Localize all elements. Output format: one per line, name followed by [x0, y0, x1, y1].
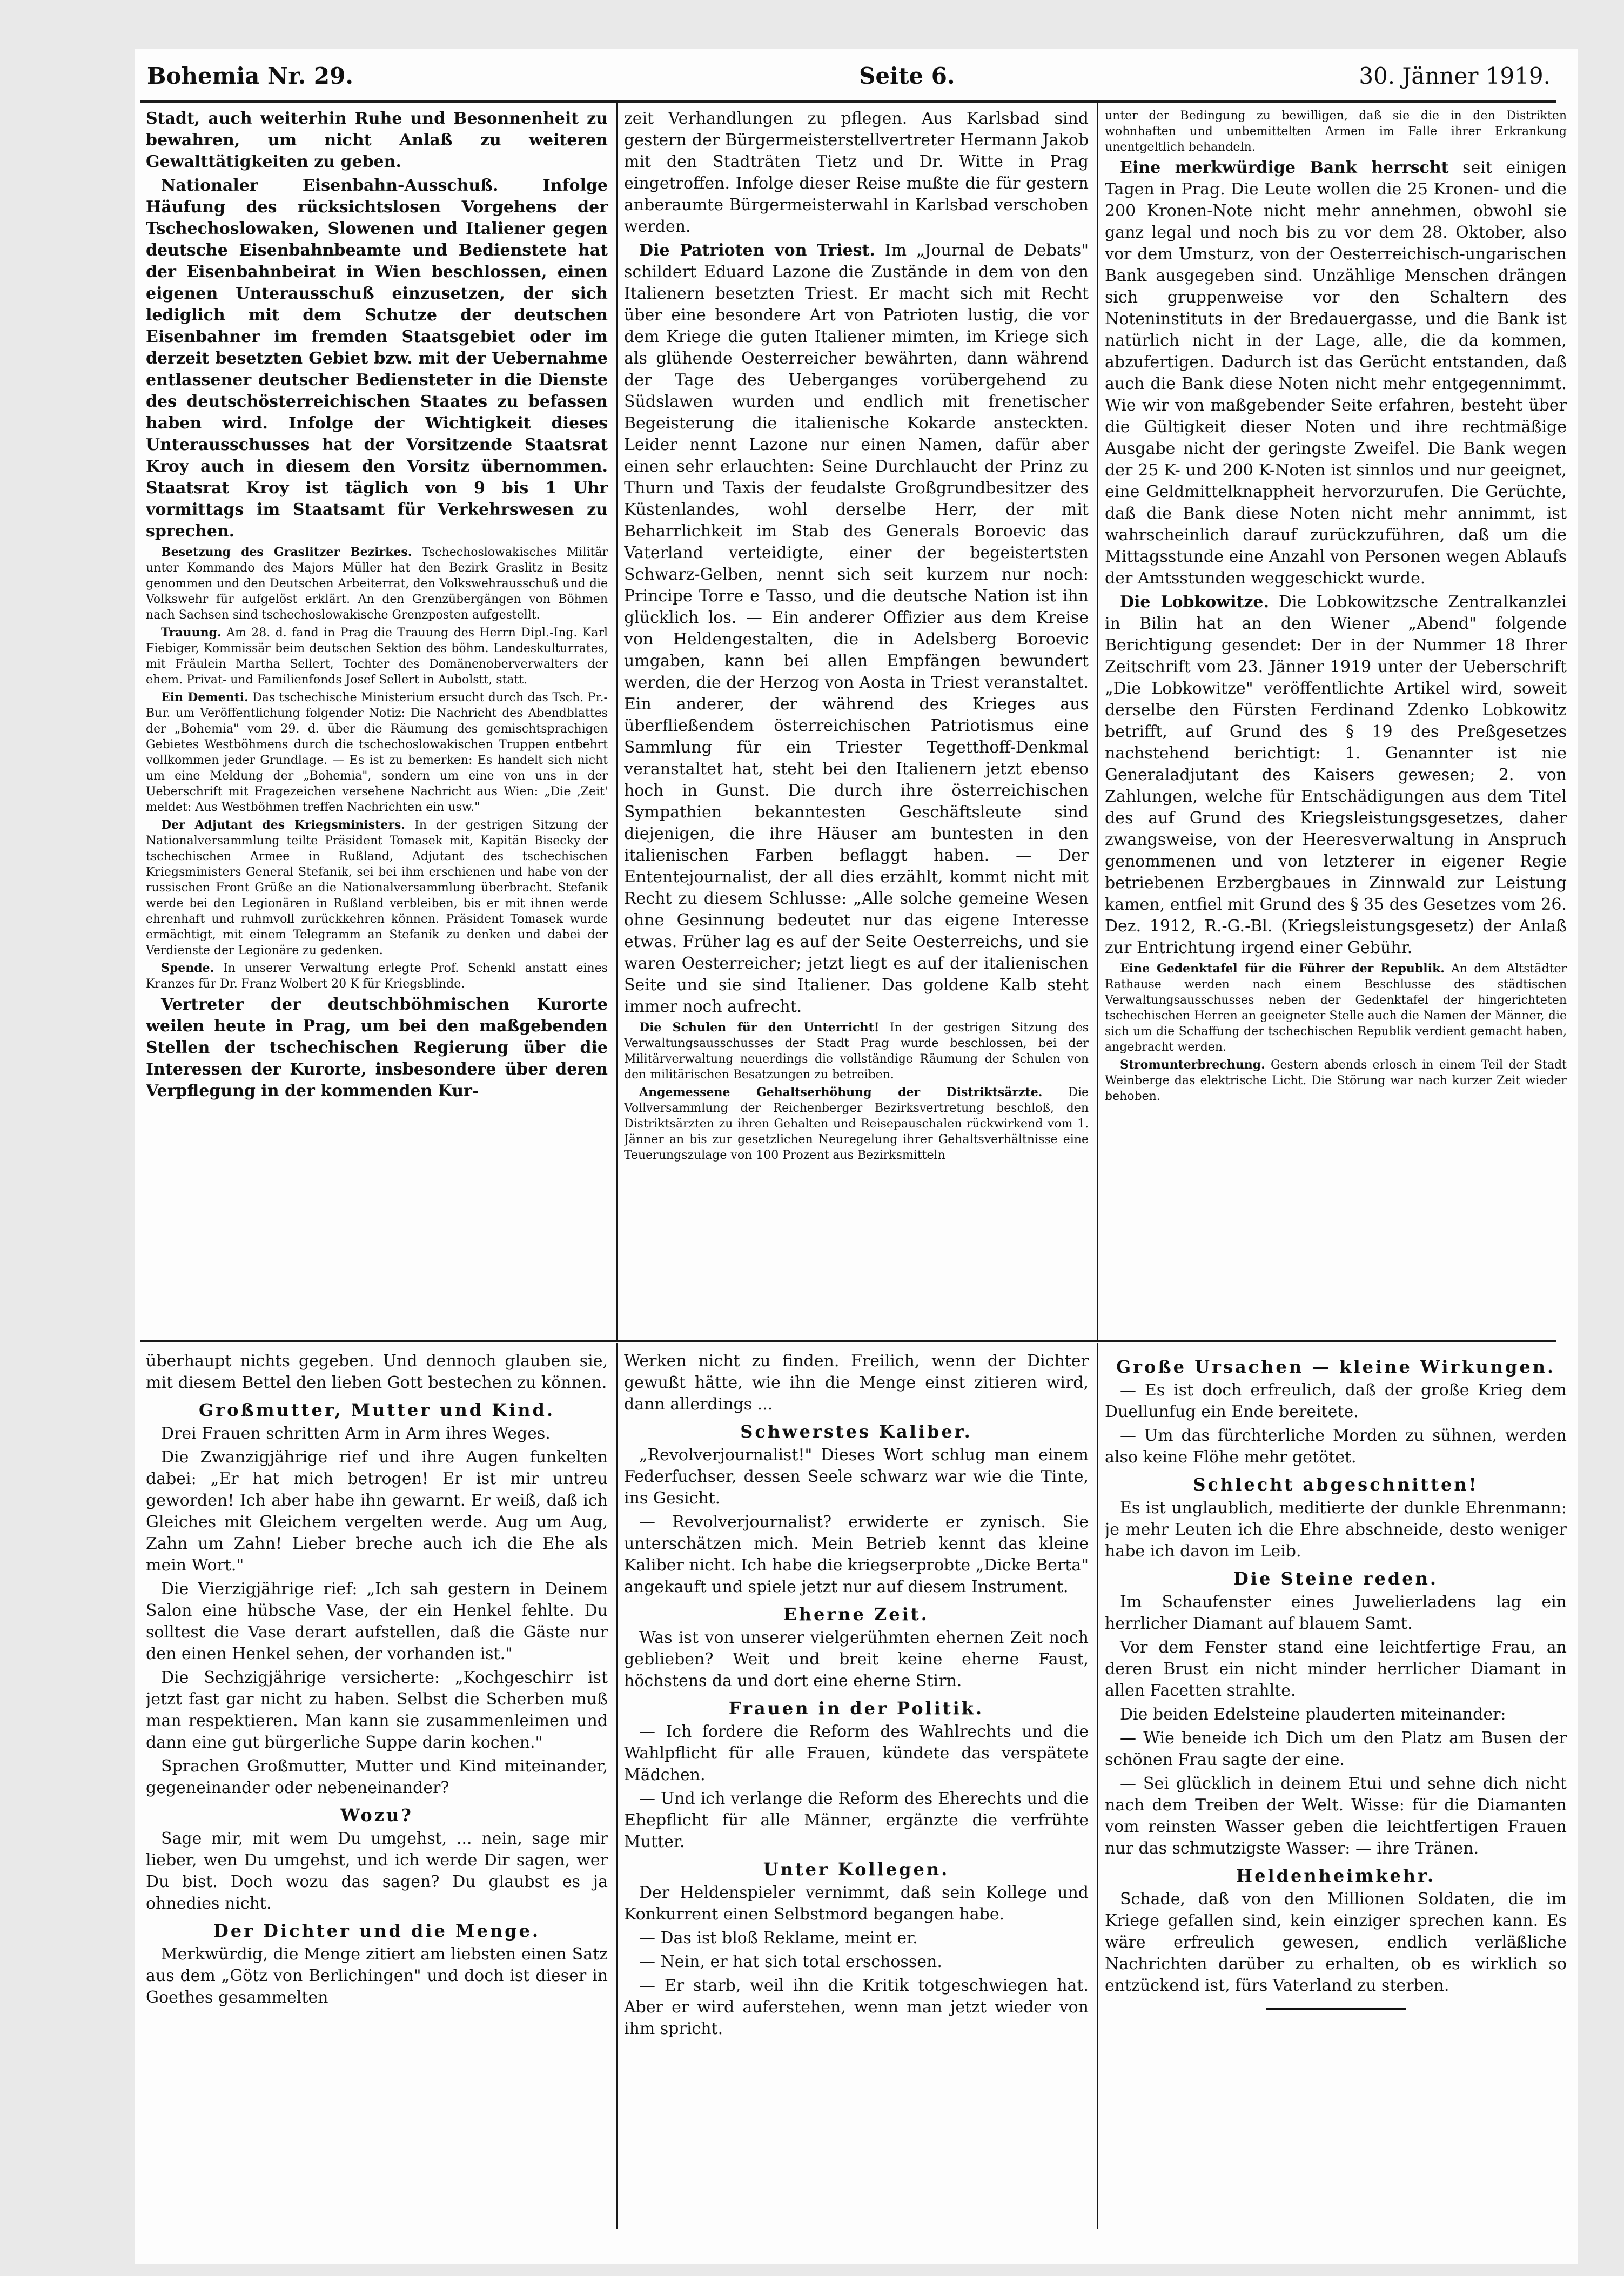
feuilleton-text: Drei Frauen schritten Arm in Arm ihres Weges.: [161, 1424, 551, 1443]
article-text: An dem Altstädter Rathause werden nach einem Beschlusse des städtischen Verwaltungsausschusses neben der Gedenktafel der hingerichteten tschechischen Herren an geeigneter Stelle auch die Namen der Männer, die sich um die Schaffung der tschechischen Republik verdient gemacht haben, angebracht werden.: [1105, 962, 1567, 1054]
feuilleton-title: Eherne Zeit.: [783, 1604, 929, 1624]
article-text: Das tschechische Ministerium ersucht durch das Tsch. Pr.-Bur. um Veröffentlichung folgender Notiz: Die Nachricht des Abendblattes der „Bohemia" vom 29. d. über die Räumung des gemischtsprachigen Gebietes Westböhmens durch die tschechoslowakischen Truppen entbehrt vollkommen jeder Grundlage. — Es ist zu bemerken: Es handelt sich nicht um eine Meldung der „Bohemia", sondern um eine von uns in der Ueberschrift mit Fragezeichen versehene Nachricht aus Wien: „Die ‚Zeit' meldet: Aus Westböhmen treffen Nachrichten ein usw.": [146, 691, 608, 814]
feuilleton-title: Schlecht abgeschnitten!: [1193, 1474, 1479, 1495]
feuilleton-title: Heldenheimkehr.: [1236, 1865, 1436, 1886]
article-text: zeit Verhandlungen zu pflegen. Aus Karlsbad sind gestern der Bürgermeisterstellvertreter Hermann Jakob mit den Stadträten Tietz und Dr. Witte in Prag eingetroffen. Infolge dieser Reise mußte die für gestern anberaumte Bürgermeisterwahl in Karlsbad verschoben werden.: [624, 109, 1089, 236]
end-rule: [1266, 2008, 1406, 2010]
newspaper-page: [135, 49, 1578, 2264]
article-headline: Stromunterbrechung.: [1120, 1058, 1265, 1072]
news-column-1: [146, 108, 608, 1334]
feuilleton-title: Die Steine reden.: [1233, 1568, 1438, 1589]
masthead-title: Bohemia Nr. 29.: [147, 63, 353, 89]
feuilleton-title: Wozu?: [340, 1805, 413, 1825]
article-text: In unserer Verwaltung erlegte Prof. Schenkl anstatt eines Kranzes für Dr. Franz Wolbert 20 K für Kriegsblinde.: [146, 962, 608, 991]
article-headline: Spende.: [161, 961, 214, 975]
feuilleton-text: Es ist unglaublich, meditierte der dunkle Ehrenmann: je mehr Leuten ich die Ehre abschneide, desto weniger habe ich davon im Leib.: [1105, 1499, 1567, 1561]
feuilleton-title: Großmutter, Mutter und Kind.: [198, 1400, 555, 1420]
feuilleton-text: — Und ich verlange die Reform des Eherechts und die Ehepflicht für alle Männer, ergänzte die verfrühte Mutter.: [624, 1789, 1089, 1851]
feuilleton-text: Der Heldenspieler vernimmt, daß sein Kollege und Konkurrent einen Selbstmord begangen habe.: [624, 1883, 1089, 1924]
column-rule: [616, 103, 618, 1340]
feuilleton-title: Frauen in der Politik.: [728, 1698, 984, 1718]
article-text: unter der Bedingung zu bewilligen, daß sie die in den Distrikten wohnhaften und unbemittelten Armen im Falle ihrer Erkrankung unentgeltlich behandeln.: [1105, 109, 1567, 154]
feuilleton-title: Der Dichter und die Menge.: [213, 1921, 540, 1941]
article-headline: Die Lobkowitze.: [1120, 593, 1269, 612]
page-number: Seite 6.: [859, 63, 955, 89]
article-text: Die Lobkowitzsche Zentralkanzlei in Bilin hat an den Wiener „Abend" folgende Berichtigung gesendet: Der in der Nummer 18 Ihrer Zeitschrift vom 23. Jänner 1919 unter der Ueberschrift „Die Lobkowitze" veröffentlichte Artikel wird, soweit derselbe den Fürsten Ferdinand Zdenko Lobkowitz betrifft, auf Grund des § 19 des Preßgesetzes nachstehend berichtigt: 1. Genannter ist nie Generaladjutant des Kaisers gewesen; 2. von Zahlungen, welche für Entschädigungen aus dem Titel des auf Grund des Kriegsleistungsgesetzes, daher zwangsweise, von der Heeresverwaltung in Anspruch genommenen und von letzterer in eigener Regie betriebenen Erzbergbaues in Zinnwald zur Leistung kamen, entfiel mit Grund des § 35 des Gesetzes vom 26. Dez. 1912, R.-G.-Bl. (Kriegsleistungsgesetz) der Anlaß zur Entrichtung irgend einer Gebühr.: [1105, 593, 1567, 957]
article-headline: Die Patrioten von Triest.: [639, 241, 875, 260]
feuilleton-text: — Das ist bloß Reklame, meint er.: [639, 1929, 918, 1948]
article-text: weilen heute in Prag, um bei den maßgebenden Stellen der tschechischen Regierung über die Interessen der Kurorte, insbesondere über deren Verpflegung in der kommenden Kur-: [146, 1017, 608, 1100]
feuilleton-column-3: [1105, 1351, 1567, 2226]
feuilleton-text: — Revolverjournalist? erwiderte er zynisch. Sie unterschätzen mich. Mein Betrieb kennt das kleine Kaliber nicht. Ich habe die kriegserprobte „Dicke Berta" angekauft und spiele jetzt nur auf diesem Instrument.: [624, 1513, 1089, 1596]
feuilleton-text: Sprachen Großmutter, Mutter und Kind miteinander, gegeneinander oder nebeneinander?: [146, 1757, 608, 1797]
article-text: Tschechoslowakisches Militär unter Kommando des Majors Müller hat den Bezirk Graslitz in Besitz genommen und den Deutschen Arbeiterrat, den Volkswehrausschuß und die Volkswehr für aufgelöst erklärt. An den Grenzübergängen von Böhmen nach Sachsen sind tschechoslowakische Grenzposten aufgestellt.: [146, 546, 608, 622]
article-text: In der gestrigen Sitzung des Verwaltungsausschusses der Stadt Prag wurde beschlossen, bei der Militärverwaltung neuerdings die vollständige Räumung der Schulen von den militärischen Besatzungen zu betreiben.: [624, 1021, 1089, 1082]
feuilleton-text: Die Vierzigjährige rief: „Ich sah gestern in Deinem Salon eine hübsche Vase, der ein Henkel fehlte. Du solltest die Vase derart aufstellen, daß die Gäste nur den einen Henkel sehen, der vorhanden ist.": [146, 1580, 608, 1663]
article-text: Am 28. d. fand in Prag die Trauung des Herrn Dipl.-Ing. Karl Fiebiger, Kommissär beim deutschen Sektion des böhm. Landeskulturrates, mit Fräulein Martha Sellert, Tochter des Domänenoberverwalters der ehem. Privat- und Familienfonds Josef Sellert in Aubolstt, statt.: [146, 626, 608, 687]
article-headline: Nationaler Eisenbahn-Ausschuß.: [161, 176, 499, 195]
feuilleton-text: — Wie beneide ich Dich um den Platz am Busen der schönen Frau sagte der eine.: [1105, 1729, 1567, 1769]
article-headline: Angemessene Gehaltserhöhung der Distriktsärzte.: [639, 1085, 1043, 1099]
feuilleton-text: Merkwürdig, die Menge zitiert am liebsten einen Satz aus dem „Götz von Berlichingen" und doch ist dieser in Goethes gesammelten: [146, 1945, 608, 2007]
article-text: Im „Journal de Debats" schildert Eduard Lazone die Zustände in dem von den Italienern besetzten Triest. Er macht sich mit Recht über eine besondere Art von Patrioten lustig, die vor dem Kriege die guten Italiener mimten, im Kriege sich als glühende Oesterreicher bewährten, dann während der Tage des Ueberganges vorübergehend zu Südslawen wurden und endlich mit frenetischer Begeisterung die italienische Kokarde ansteckten. Leider nennt Lazone nur einen Namen, dafür aber einen sehr erlauchten: Seine Durchlaucht der Prinz zu Thurn und Taxis der feudalste Großgrundbesitzer des Küstenlandes, wohl derselbe Herr, der mit Beharrlichkeit im Stab des Generals Boroevic das Vaterland verteidigte, einer der begeistertsten Schwarz-Gelben, nennt sich seit kurzem nur noch: Principe Torre e Tasso, und die deutsche Nation ist ihn glücklich los. — Ein anderer Offizier aus dem Kreise von Heldengestalten, die in Adelsberg Boroevic umgaben, kann bei allen Empfängen bewundert werden, die der Herzog von Aosta in Triest veranstaltet. Ein anderer, der während des Krieges aus überfließendem österreichischen Patriotismus eine Sammlung für ein Triester Tegetthoff-Denkmal veranstaltet hat, steht bei den Italienern jetzt ebenso hoch in Gunst. Die durch ihre österreichischen Sympathien bekanntesten Geschäftsleute sind diejenigen, die ihre Häuser am buntesten in den italienischen Farben beflaggt haben. — Der Ententejournalist, der all dies erzählt, kommt nicht mit Recht zu diesem Schlusse: „Alle solche gemeine Wesen ohne Gesinnung bedeutet nur das eigene Interesse etwas. Früher lag es auf der Seite Oesterreichs, und sie waren Oesterreicher; jetzt liegt es auf der italienischen Seite und sie sind Italiener. Das goldene Kalb steht immer noch aufrecht.: [624, 241, 1089, 1016]
article-text: Stadt, auch weiterhin Ruhe und Besonnenheit zu bewahren, um nicht Anlaß zu weiteren Gewalttätigkeiten zu geben.: [146, 109, 608, 171]
feuilleton-column-2: [624, 1351, 1089, 2226]
feuilleton-text: — Es ist doch erfreulich, daß der große Krieg dem Duellunfug ein Ende bereitete.: [1105, 1381, 1567, 1421]
feuilleton-text: — Um das fürchterliche Morden zu sühnen, werden also keine Flöhe mehr getötet.: [1105, 1426, 1567, 1467]
feuilleton-text: Was ist von unserer vielgerühmten ehernen Zeit noch geblieben? Weit und breit keine eherne Faust, höchstens da und dort eine eherne Stirn.: [624, 1628, 1089, 1690]
article-headline: Eine merkwürdige Bank herrscht: [1120, 158, 1449, 177]
column-rule: [616, 1343, 618, 2229]
article-headline: Die Schulen für den Unterricht!: [639, 1020, 880, 1035]
issue-date: 30. Jänner 1919.: [1359, 63, 1551, 89]
feuilleton-text: Werken nicht zu finden. Freilich, wenn der Dichter gewußt hätte, wie ihn die Menge einst zitieren wird, dann allerdings ...: [624, 1352, 1089, 1414]
feuilleton-text: Im Schaufenster eines Juwelierladens lag ein herrlicher Diamant auf blauem Samt.: [1105, 1593, 1567, 1633]
feuilleton-text: Vor dem Fenster stand eine leichtfertige Frau, an deren Brust ein nicht minder herrlicher Diamant in allen Facetten strahlte.: [1105, 1638, 1567, 1700]
column-rule: [1097, 103, 1098, 1340]
feuilleton-column-1: [146, 1351, 608, 2226]
header-rule: [140, 100, 1556, 103]
article-headline: Besetzung des Graslitzer Bezirkes.: [161, 545, 412, 559]
feuilleton-text: — Nein, er hat sich total erschossen.: [639, 1952, 942, 1971]
feuilleton-text: Schade, daß von den Millionen Soldaten, die im Kriege gefallen sind, kein einziger sprechen kann. Es wäre erfreulich gewesen, endlich verläßliche Nachrichten darüber zu erhalten, ob es wirklich so entzückend ist, fürs Vaterland zu sterben.: [1105, 1890, 1567, 1995]
feuilleton-text: — Er starb, weil ihn die Kritik totgeschwiegen hat. Aber er wird auferstehen, wenn man jetzt wieder von ihm spricht.: [624, 1976, 1089, 2038]
news-column-3: [1105, 108, 1567, 1334]
article-headline: Ein Dementi.: [161, 690, 249, 704]
feuilleton-title: Unter Kollegen.: [763, 1859, 950, 1879]
article-text: In der gestrigen Sitzung der Nationalversammlung teilte Präsident Tomasek mit, Kapitän Bisecky der tschechischen Armee in Rußland, Adjutant des tschechischen Kriegsministers General Stefanik, sei bei ihm erschienen und habe von der russischen Front Grüße an die Nationalversammlung überbracht. Stefanik werde bei den Legionären in Rußland verbleiben, bis er mit ihnen werde ehrenhaft und ruhmvoll zurückkehren können. Präsident Tomasek wurde ermächtigt, mit einem Telegramm an Stefanik zu denken und dabei der Verdienste der Legionäre zu gedenken.: [146, 818, 608, 957]
news-column-2: [624, 108, 1089, 1334]
feuilleton-title: Große Ursachen — kleine Wirkungen.: [1116, 1357, 1556, 1377]
article-text: seit einigen Tagen in Prag. Die Leute wollen die 25 Kronen- und die 200 Kronen-Note nicht mehr annehmen, obwohl sie ganz legal und noch bis zu vor dem 28. Oktober, also vor dem Umsturz, von der Oesterreichisch-ungarischen Bank ausgegeben sind. Unzählige Menschen drängen sich gruppenweise vor den Schaltern des Noteninstituts in der Bredauergasse, und die Bank ist natürlich nicht in der Lage, alle, die da kommen, abzufertigen. Dadurch ist das Gerücht entstanden, daß auch die Bank diese Noten nicht mehr entgegennimmt. Wie wir von maßgebender Seite erfahren, besteht über die Gültigkeit dieser Noten und ihre rechtmäßige Ausgabe nicht der geringste Zweifel. Die Bank wegen der 25 K- und 200 K-Noten ist sinnlos und nur geeignet, eine Geldmittelknappheit hervorzurufen. Die Gerüchte, daß die Bank diese Noten nicht mehr annimmt, ist wahrscheinlich darauf zurückzuführen, daß um die Mittagsstunde eine Anzahl von Personen wegen Ablaufs der Amtsstunden weggeschickt wurde.: [1105, 158, 1567, 588]
article-headline: Eine Gedenktafel für die Führer der Republik.: [1120, 962, 1445, 976]
feuilleton-text: — Ich fordere die Reform des Wahlrechts und die Wahlpflicht für alle Frauen, kündete das verspätete Mädchen.: [624, 1722, 1089, 1784]
article-headline: Vertreter der deutschböhmischen Kurorte: [161, 995, 608, 1014]
feuilleton-text: — Sei glücklich in deinem Etui und sehne dich nicht nach dem Treiben der Welt. Wisse: für die Diamanten vom reinsten Wasser geben die leichtfertigen Frauen nur das schmutzigste Wasser: — ihre Tränen.: [1105, 1774, 1567, 1858]
article-headline: Der Adjutant des Kriegsministers.: [161, 818, 405, 832]
article-text: Infolge Häufung des rücksichtslosen Vorgehens der Tschechoslowaken, Slowenen und Italiener gegen deutsche Eisenbahnbeamte und Bedienstete hat der Eisenbahnbeirat in Wien beschlossen, einen eigenen Unterausschuß einzusetzen, der sich lediglich mit dem Schutze der deutschen Eisenbahner im fremden Staatsgebiet oder im derzeit besetzten Gebiet bzw. mit der Uebernahme entlassener deutscher Bediensteter in die Dienste des deutschösterreichischen Staates zu befassen haben wird. Infolge der Wichtigkeit dieses Unterausschusses hat der Vorsitzende Staatsrat Kroy auch in diesem den Vorsitz übernommen. Staatsrat Kroy ist täglich von 9 bis 1 Uhr vormittags im Staatsamt für Verkehrswesen zu sprechen.: [146, 176, 608, 541]
feuilleton-text: Die Sechzigjährige versicherte: „Kochgeschirr ist jetzt fast gar nicht zu haben. Selbst die Scherben muß man respektieren. Man kann sie zusammenleimen und dann eine gut bürgerliche Suppe darin kochen.": [146, 1668, 608, 1752]
section-divider: [140, 1340, 1556, 1342]
column-rule: [1097, 1343, 1098, 2229]
feuilleton-text: überhaupt nichts gegeben. Und dennoch glauben sie, mit diesem Bettel den lieben Gott bestechen zu können.: [146, 1352, 608, 1392]
feuilleton-text: Die beiden Edelsteine plauderten miteinander:: [1120, 1705, 1506, 1724]
feuilleton-text: Sage mir, mit wem Du umgehst, ... nein, sage mir lieber, wen Du umgehst, und ich werde Dir sagen, wer Du bist. Doch wozu das sagen? Du glaubst es ja ohnedies nicht.: [146, 1829, 608, 1913]
article-headline: Trauung.: [161, 626, 222, 640]
feuilleton-text: Die Zwanzigjährige rief und ihre Augen funkelten dabei: „Er hat mich betrogen! Er ist mir untreu geworden! Ich aber habe ihn gewarnt. Er weiß, daß ich Gleiches mit Gleichem vergelten werde. Aug um Aug, Zahn um Zahn! Lieber breche auch ich die Ehe als mein Wort.": [146, 1448, 608, 1575]
feuilleton-title: Schwerstes Kaliber.: [740, 1421, 972, 1442]
article-text: Die Vollversammlung der Reichenberger Bezirksvertretung beschloß, den Distriktsärzten zu ihren Gehalten und Reisepauschalen rückwirkend vom 1. Jänner an bis zur gesetzlichen Neuregelung ihrer Gehaltsverhältnisse eine Teuerungszulage von 100 Prozent aus Bezirksmitteln: [624, 1086, 1089, 1162]
article-text: Gestern abends erlosch in einem Teil der Stadt Weinberge das elektrische Licht. Die Störung war nach kurzer Zeit wieder behoben.: [1105, 1058, 1567, 1103]
feuilleton-text: „Revolverjournalist!" Dieses Wort schlug man einem Federfuchser, dessen Seele schwarz war wie die Tinte, ins Gesicht.: [624, 1446, 1089, 1508]
